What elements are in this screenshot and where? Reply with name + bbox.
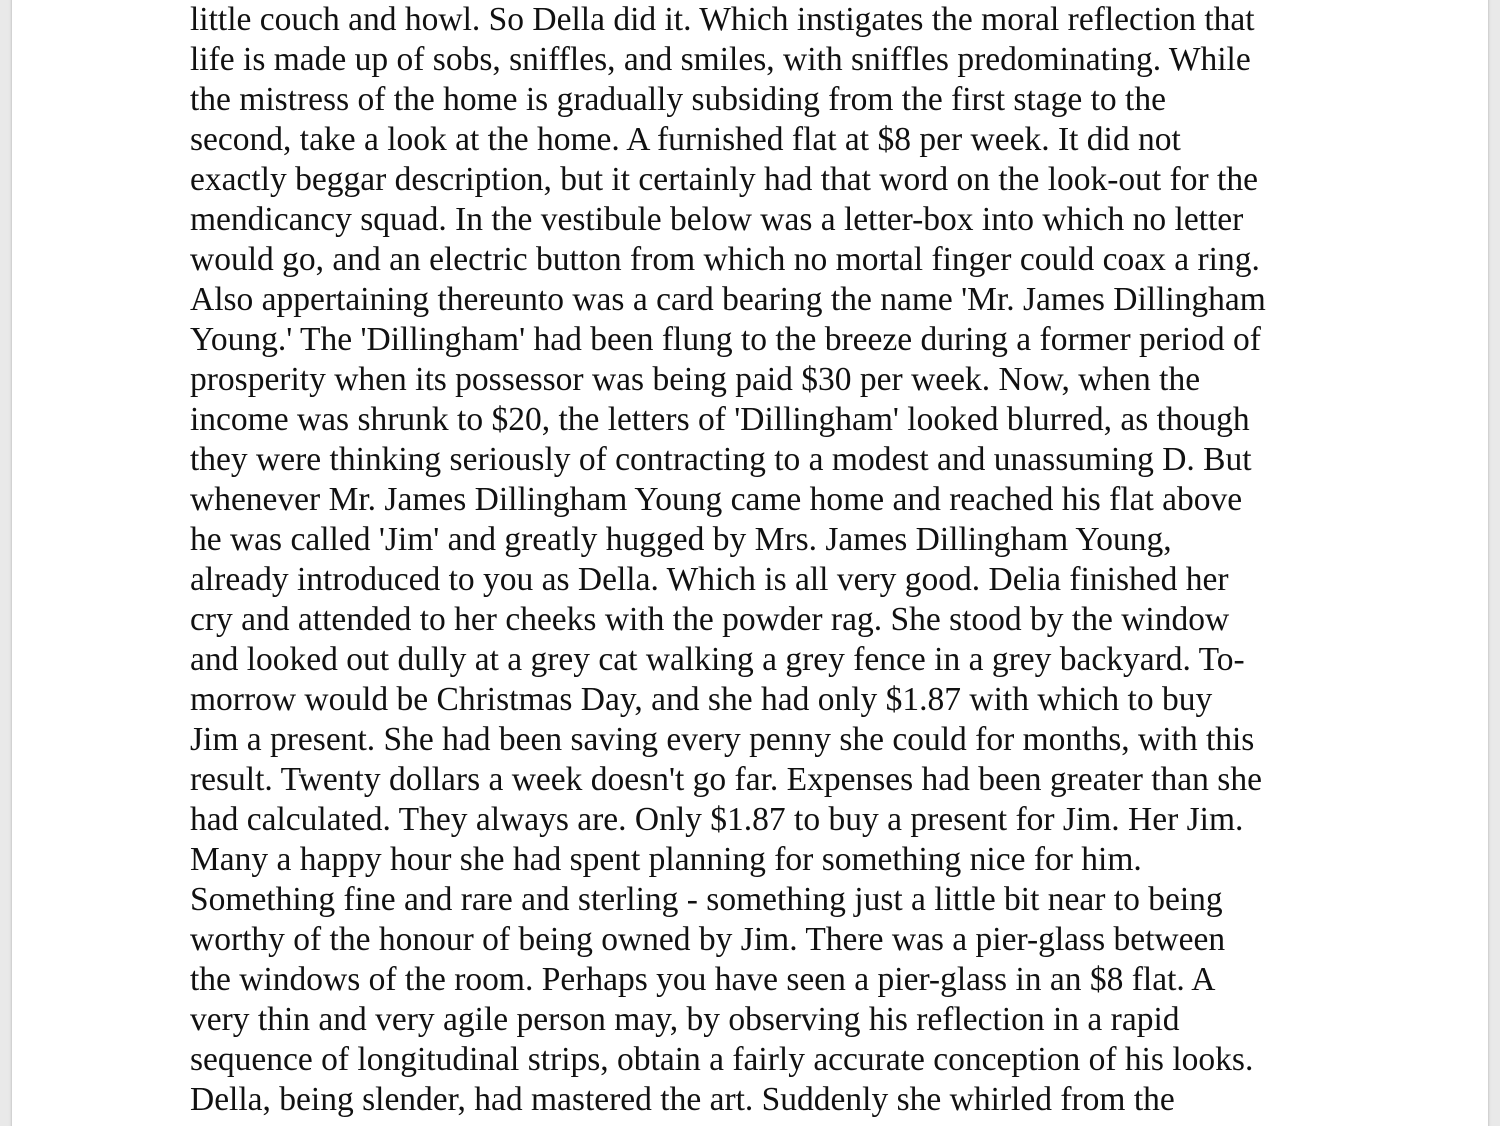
text-line: exactly beggar description, but it certainly had that word on the look-out for the [190,161,1258,198]
text-line: prosperity when its possessor was being paid $30 per week. Now, when the [190,361,1201,398]
text-line: whenever Mr. James Dillingham Young came home and reached his flat above [190,481,1243,518]
text-line: little couch and howl. So Della did it. Which instigates the moral reflection that [190,1,1255,38]
text-line: sequence of longitudinal strips, obtain a fairly accurate conception of his looks. [190,1041,1254,1078]
text-line: result. Twenty dollars a week doesn't go far. Expenses had been greater than she [190,761,1262,798]
text-line: income was shrunk to $20, the letters of 'Dillingham' looked blurred, as though [190,401,1250,438]
text-line: morrow would be Christmas Day, and she had only $1.87 with which to buy [190,681,1213,718]
text-line: they were thinking seriously of contracting to a modest and unassuming D. But [190,441,1252,478]
text-line: would go, and an electric button from which no mortal finger could coax a ring. [190,241,1260,278]
body-text [190,0,1350,1120]
text-line: very thin and very agile person may, by observing his reflection in a rapid [190,1001,1180,1038]
text-line: Della, being slender, had mastered the art. Suddenly she whirled from the [190,1081,1175,1118]
text-line: he was called 'Jim' and greatly hugged by Mrs. James Dillingham Young, [190,521,1172,558]
text-line: had calculated. They always are. Only $1.87 to buy a present for Jim. Her Jim. [190,801,1244,838]
text-line: Also appertaining thereunto was a card bearing the name 'Mr. James Dillingham [190,281,1266,318]
text-line: second, take a look at the home. A furnished flat at $8 per week. It did not [190,121,1181,158]
text-line: mendicancy squad. In the vestibule below was a letter-box into which no letter [190,201,1244,238]
document-page [12,0,1488,1126]
text-line: life is made up of sobs, sniffles, and smiles, with sniffles predominating. While [190,41,1251,78]
text-line: and looked out dully at a grey cat walking a grey fence in a grey backyard. To- [190,641,1245,678]
text-line: Young.' The 'Dillingham' had been flung to the breeze during a former period of [190,321,1261,358]
text-line: the windows of the room. Perhaps you have seen a pier-glass in an $8 flat. A [190,961,1216,998]
text-line: already introduced to you as Della. Which is all very good. Delia finished her [190,561,1229,598]
text-line: the mistress of the home is gradually subsiding from the first stage to the [190,81,1166,118]
text-line: Something fine and rare and sterling - something just a little bit near to being [190,881,1223,918]
text-line: Many a happy hour she had spent planning for something nice for him. [190,841,1142,878]
text-line: worthy of the honour of being owned by Jim. There was a pier-glass between [190,921,1226,958]
text-line: cry and attended to her cheeks with the powder rag. She stood by the window [190,601,1230,638]
text-line: Jim a present. She had been saving every penny she could for months, with this [190,721,1255,758]
